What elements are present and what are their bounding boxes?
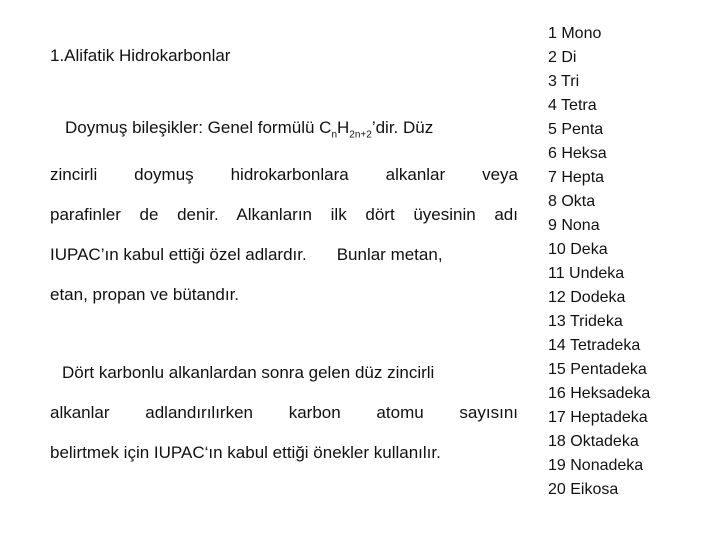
prefix-item: 9 Nona — [548, 217, 600, 234]
prefix-item: 8 Okta — [548, 193, 596, 210]
paragraph-line — [50, 108, 518, 155]
prefix-item: 17 Heptadeka — [548, 409, 648, 426]
paragraph-line — [50, 235, 518, 275]
prefix-item: 3 Tri — [548, 73, 580, 90]
prefix-item: 18 Oktadeka — [548, 433, 639, 450]
iupac-prefix-list — [548, 22, 650, 502]
general-formula: $C_nH_{2n+2}$ — [319, 118, 372, 141]
prefix-explanation-paragraph — [50, 353, 518, 473]
paragraph-text: IUPAC’ın kabul ettiği özel adlardır. — [50, 245, 307, 265]
prefix-item: 15 Pentadeka — [548, 361, 647, 378]
paragraph-line: etan, propan ve bütandır. — [50, 285, 240, 305]
alkane-definition-paragraph — [50, 108, 518, 315]
prefix-item: 16 Heksadeka — [548, 385, 651, 402]
prefix-item: 10 Deka — [548, 241, 608, 258]
paragraph-line: belirtmek için IUPAC‘ın kabul ettiği önekler kullanılır. — [50, 443, 441, 462]
section-heading: 1.Alifatik Hidrokarbonlar — [50, 46, 231, 65]
prefix-item: 2 Di — [548, 49, 577, 66]
paragraph-line: parafinler de denir. Alkanların ilk dört üyesinin adı — [50, 205, 518, 225]
paragraph-text: Doymuş bileşikler: Genel formülü — [65, 118, 320, 137]
prefix-item: 11 Undeka — [548, 265, 625, 282]
paragraph-text: ’dir. Düz — [371, 118, 434, 137]
prefix-item: 13 Trideka — [548, 313, 623, 330]
paragraph-line: Dört karbonlu alkanlardan sonra gelen düz zincirli — [62, 363, 435, 382]
prefix-item: 12 Dodeka — [548, 289, 626, 306]
formula-subscript: 2n+2 — [349, 129, 372, 141]
prefix-item: 4 Tetra — [548, 97, 597, 114]
prefix-item: 1 Mono — [548, 25, 602, 42]
prefix-item: 7 Hepta — [548, 169, 605, 186]
prefix-item: 14 Tetradeka — [548, 337, 641, 354]
paragraph-line: alkanlar adlandırılırken karbon atomu sayısını — [50, 403, 518, 422]
formula-subscript: n — [331, 129, 337, 141]
paragraph-line: zincirli doymuş hidrokarbonlara alkanlar veya — [50, 165, 518, 185]
paragraph-text: Bunlar metan, — [336, 245, 443, 265]
prefix-item: 20 Eikosa — [548, 481, 619, 498]
prefix-item: 5 Penta — [548, 121, 604, 138]
prefix-item: 6 Heksa — [548, 145, 607, 162]
prefix-item: 19 Nonadeka — [548, 457, 644, 474]
